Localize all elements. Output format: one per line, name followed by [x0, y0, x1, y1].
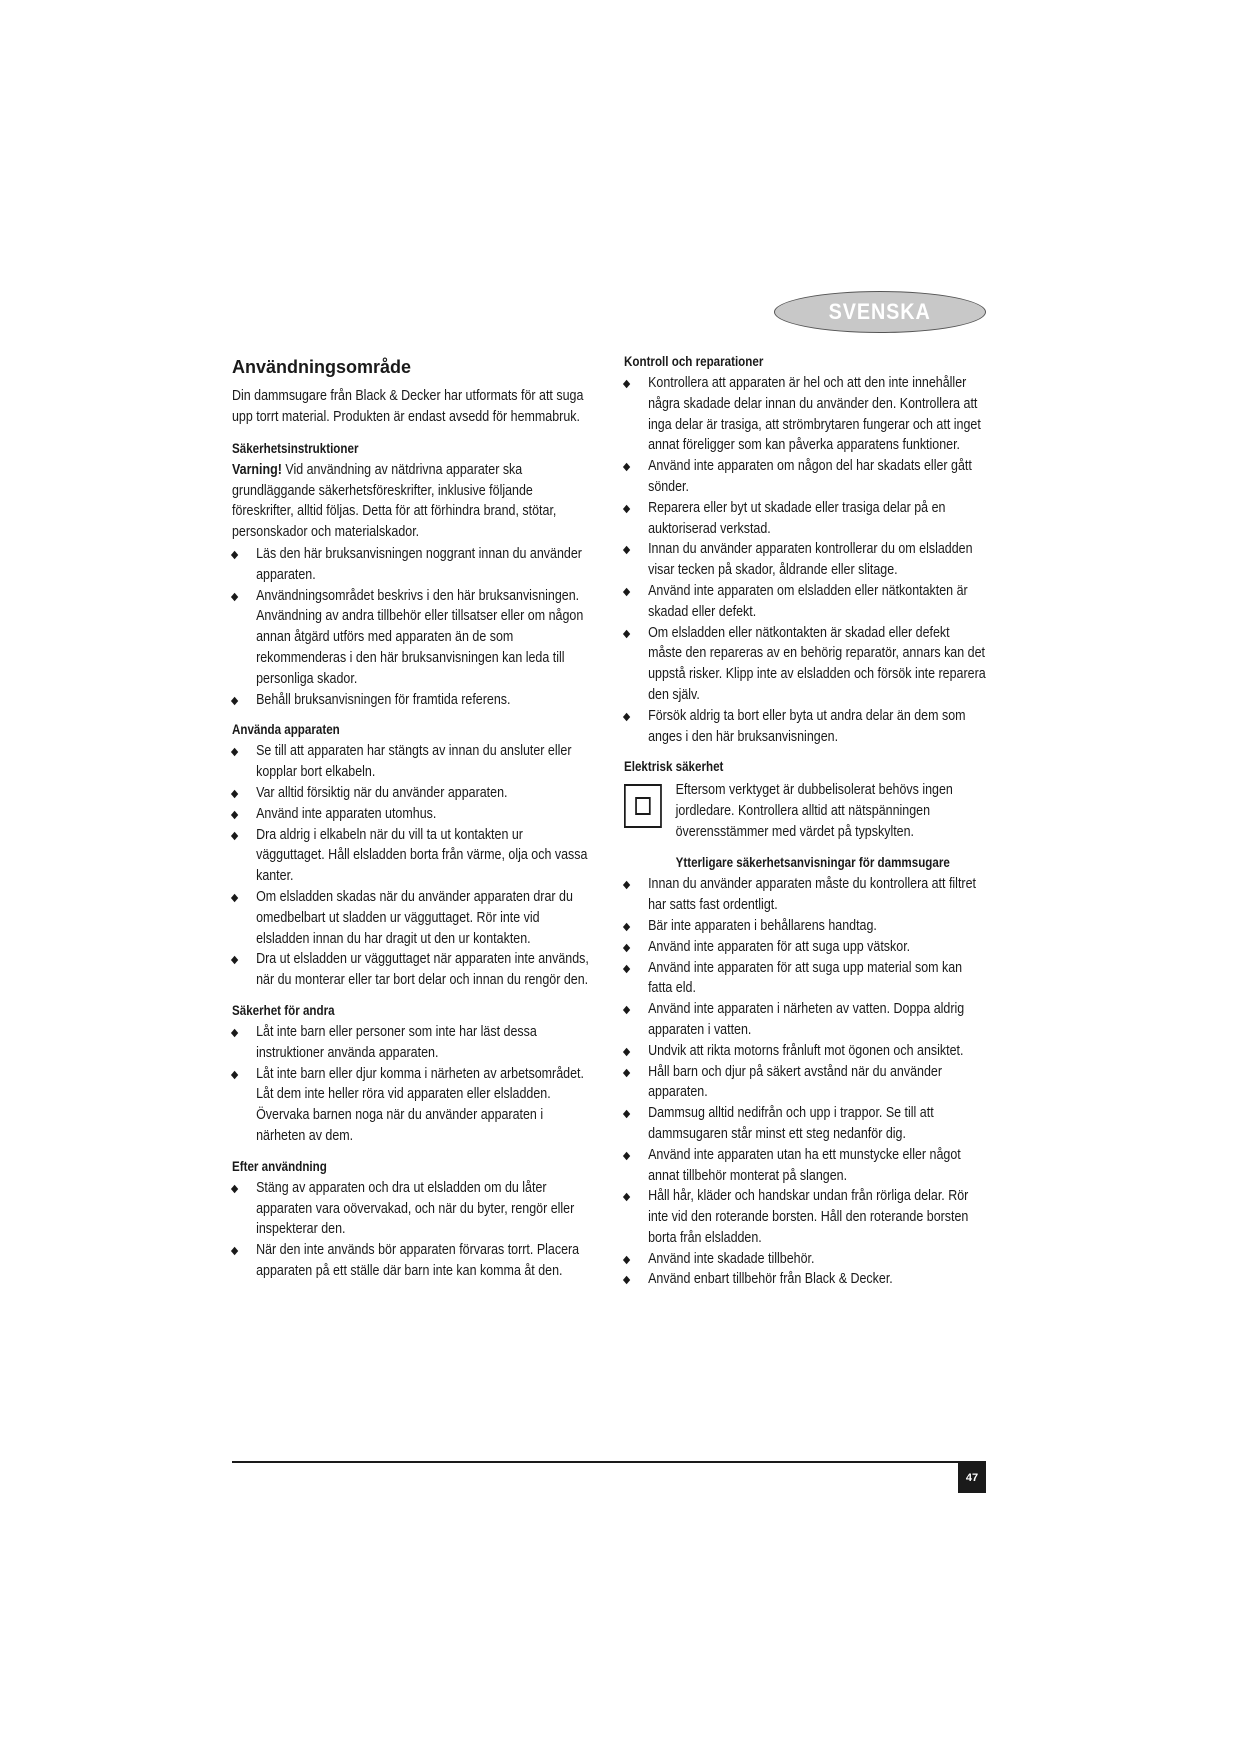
bullet-icon — [623, 1068, 630, 1076]
bullet-icon — [623, 463, 630, 471]
list-item-text: Låt inte barn eller djur komma i närheten av arbetsområdet. Låt dem inte heller röra vid apparaten eller elsladden. Övervaka barnen noga när du använder apparaten i närheten av dem. — [256, 1065, 584, 1144]
others-list — [232, 1022, 594, 1147]
right-column — [624, 352, 986, 1300]
list-item — [624, 539, 986, 581]
double-insulation-icon — [624, 784, 662, 828]
list-item-text: Använd enbart tillbehör från Black & Decker. — [648, 1271, 893, 1288]
list-item-text: Behåll bruksanvisningen för framtida referens. — [256, 691, 511, 708]
list-item — [232, 1178, 594, 1240]
bullet-icon — [623, 1006, 630, 1014]
bullet-icon — [231, 831, 238, 839]
safety-list — [232, 544, 594, 710]
bullet-icon — [623, 1193, 630, 1201]
list-item — [624, 706, 986, 748]
list-item-text: Använd inte apparaten för att suga upp vätskor. — [648, 938, 911, 955]
bullet-icon — [231, 1029, 238, 1037]
list-item — [232, 544, 594, 586]
bullet-icon — [231, 894, 238, 902]
extra-heading: Ytterligare säkerhetsanvisningar för dammsugare — [675, 855, 950, 871]
list-item — [232, 586, 594, 690]
list-item — [624, 1062, 986, 1104]
extra-list — [624, 874, 986, 1290]
list-item-text: Innan du använder apparaten måste du kontrollera att filtret har satts fast ordentligt. — [648, 876, 976, 914]
list-item — [624, 456, 986, 498]
bullet-icon — [623, 588, 630, 596]
warning-lead: Varning! — [232, 462, 282, 478]
bullet-icon — [231, 1070, 238, 1078]
left-column — [232, 352, 594, 1292]
bullet-icon — [231, 696, 238, 704]
list-item — [232, 825, 594, 887]
bullet-icon — [623, 380, 630, 388]
list-item — [232, 887, 594, 949]
list-item — [232, 804, 594, 825]
list-item-text: Dra aldrig i elkabeln när du vill ta ut kontakten ur vägguttaget. Håll elsladden borta från värme, olja och vassa kanter. — [256, 826, 588, 885]
using-heading: Använda apparaten — [232, 722, 340, 738]
list-item-text: Läs den här bruksanvisningen noggrant innan du använder apparaten. — [256, 546, 582, 583]
after-list — [232, 1178, 594, 1282]
list-item-text: Kontrollera att apparaten är hel och att den inte innehåller några skadade delar innan du använder den. Kontrollera att inga delar är trasiga, att strömbrytaren fungerar och att inget annat föreligger som kan påverka apparatens funktioner. — [648, 375, 981, 454]
language-tab — [774, 291, 986, 333]
list-item — [232, 1064, 594, 1147]
list-item-text: Bär inte apparaten i behållarens handtag. — [648, 917, 877, 934]
electrical-heading: Elektrisk säkerhet — [624, 759, 724, 775]
list-item — [624, 937, 986, 958]
bullet-icon — [623, 964, 630, 972]
list-item — [624, 581, 986, 623]
warning-text: Vid användning av nätdrivna apparater ska grundläggande säkerhetsföreskrifter, inklusive följande föreskrifter, alltid följas. Detta för att förhindra brand, stötar, personskador och materialskador. — [232, 462, 557, 540]
warning-paragraph — [232, 460, 594, 542]
list-item — [232, 741, 594, 783]
list-item-text: Använd inte apparaten i närheten av vatten. Doppa aldrig apparaten i vatten. — [648, 1001, 965, 1038]
list-item — [624, 1103, 986, 1145]
bullet-icon — [623, 546, 630, 554]
list-item-text: Använd inte apparaten utan ha ett munstycke eller något annat tillbehör monterat på slangen. — [648, 1146, 961, 1184]
list-item-text: Dammsug alltid nedifrån och upp i trappor. Se till att dammsugaren står minst ett steg nedanför dig. — [648, 1105, 934, 1142]
bullet-icon — [231, 748, 238, 756]
list-item — [232, 949, 594, 991]
list-item-text: Var alltid försiktig när du använder apparaten. — [256, 784, 508, 801]
bullet-icon — [231, 1184, 238, 1192]
others-heading: Säkerhet för andra — [232, 1002, 335, 1018]
list-item — [232, 1240, 594, 1282]
list-item-text: Reparera eller byt ut skadade eller trasiga delar på en auktoriserad verkstad. — [648, 499, 946, 537]
list-item — [624, 498, 986, 540]
list-item-text: Om elsladden skadas när du använder apparaten drar du omedbelbart ut sladden ur vägguttaget. Rör inte vid elsladden innan du har dragit ut den ur kontakten. — [256, 888, 573, 947]
list-item-text: Undvik att rikta motorns frånluft mot ögonen och ansiktet. — [648, 1042, 964, 1059]
bullet-icon — [231, 956, 238, 964]
list-item — [624, 958, 986, 1000]
list-item — [624, 1186, 986, 1248]
bullet-icon — [623, 881, 630, 889]
list-item — [624, 1041, 986, 1062]
intro-paragraph: Din dammsugare från Black & Decker har utformats för att suga upp torrt material. Produkten är endast avsedd för hemmabruk. — [232, 388, 584, 425]
safety-heading: Säkerhetsinstruktioner — [232, 441, 359, 456]
bullet-icon — [623, 1047, 630, 1055]
using-list — [232, 741, 594, 991]
list-item-text: Använd inte skadade tillbehör. — [648, 1250, 815, 1267]
list-item-text: Se till att apparaten har stängts av innan du ansluter eller kopplar bort elkabeln. — [256, 743, 572, 781]
inspection-heading: Kontroll och reparationer — [624, 354, 764, 369]
list-item-text: Använd inte apparaten utomhus. — [256, 805, 437, 822]
footer-rule — [232, 1461, 986, 1463]
bullet-icon — [623, 713, 630, 721]
list-item — [624, 373, 986, 456]
bullet-icon — [231, 551, 238, 559]
list-item-text: När den inte används bör apparaten förvaras torrt. Placera apparaten på ett ställe där barn inte kan komma åt den. — [256, 1242, 580, 1279]
list-item-text: Om elsladden eller nätkontakten är skadad eller defekt måste den repareras av en behörig reparatör, annars kan det uppstå risker. Klipp inte av elsladden och försök inte reparera den själv. — [648, 624, 986, 703]
after-heading: Efter användning — [232, 1158, 327, 1174]
bullet-icon — [623, 923, 630, 931]
language-tab-label: SVENSKA — [828, 299, 932, 324]
list-item-text: Stäng av apparaten och dra ut elsladden om du låter apparaten vara oövervakad, och när du byter, rengör eller inspekterar den. — [256, 1179, 575, 1238]
list-item — [624, 916, 986, 937]
bullet-icon — [623, 943, 630, 951]
electrical-text: Eftersom verktyget är dubbelisolerat behövs ingen jordledare. Kontrollera alltid att nätspänningen överensstämmer med värdet på typskylten. — [675, 782, 953, 841]
bullet-icon — [623, 505, 630, 513]
bullet-icon — [623, 629, 630, 637]
list-item-text: Låt inte barn eller personer som inte har läst dessa instruktioner använda apparaten. — [256, 1023, 537, 1061]
list-item — [232, 690, 594, 711]
section-title: Användningsområde — [232, 357, 412, 377]
bullet-icon — [623, 1276, 630, 1284]
bullet-icon — [623, 1110, 630, 1118]
list-item-text: Håll hår, kläder och handskar undan från rörliga delar. Rör inte vid den roterande borsten. Håll den roterande borsten borta från elsladden. — [648, 1188, 969, 1246]
list-item-text: Innan du använder apparaten kontrollerar du om elsladden visar tecken på skador, åldrande eller slitage. — [648, 541, 973, 579]
list-item-text: Dra ut elsladden ur vägguttaget när apparaten inte används, när du monterar eller tar bort delar och innan du rengör den. — [256, 951, 589, 989]
list-item-text: Användningsområdet beskrivs i den här bruksanvisningen. Användning av andra tillbehör eller tillsatser eller om någon annan åtgärd utförs med apparaten än de som rekommenderas i den här bruksanvisningen kan leda till personliga skador. — [256, 587, 584, 687]
bullet-icon — [231, 592, 238, 600]
list-item — [232, 1022, 594, 1064]
bullet-icon — [623, 1151, 630, 1159]
list-item-text: Håll barn och djur på säkert avstånd när du använder apparaten. — [648, 1063, 942, 1101]
list-item — [624, 1249, 986, 1270]
list-item — [624, 1269, 986, 1290]
page-number: 47 — [958, 1463, 986, 1493]
bullet-icon — [231, 790, 238, 798]
bullet-icon — [231, 1247, 238, 1255]
list-item — [624, 874, 986, 916]
bullet-icon — [231, 811, 238, 819]
list-item-text: Använd inte apparaten om elsladden eller nätkontakten är skadad eller defekt. — [648, 582, 968, 620]
electrical-block — [624, 780, 986, 843]
list-item — [624, 1145, 986, 1187]
list-item — [624, 623, 986, 706]
bullet-icon — [623, 1255, 630, 1263]
list-item — [624, 999, 986, 1041]
inspection-list — [624, 373, 986, 747]
list-item-text: Använd inte apparaten för att suga upp material som kan fatta eld. — [648, 959, 963, 997]
list-item-text: Försök aldrig ta bort eller byta ut andra delar än dem som anges i den här bruksanvisningen. — [648, 707, 966, 745]
list-item — [232, 783, 594, 804]
list-item-text: Använd inte apparaten om någon del har skadats eller gått sönder. — [648, 458, 972, 495]
